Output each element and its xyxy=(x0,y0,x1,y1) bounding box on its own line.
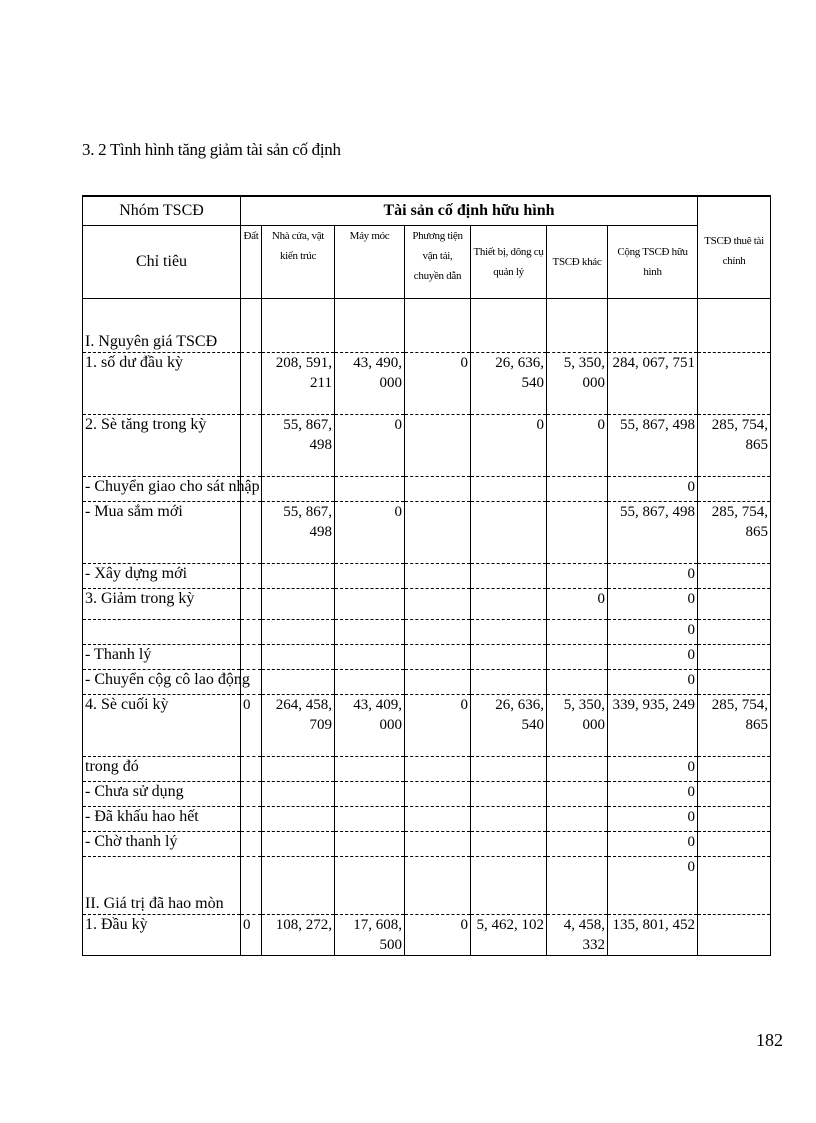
table-cell xyxy=(698,564,771,589)
table-cell xyxy=(405,807,471,832)
table-row xyxy=(83,757,771,782)
table-cell xyxy=(335,807,405,832)
table-cell xyxy=(241,415,262,477)
table-cell: 43, 409, 000 xyxy=(335,695,405,757)
table-cell xyxy=(262,832,335,857)
table-row xyxy=(83,477,771,502)
table-cell xyxy=(241,299,262,353)
table-cell xyxy=(471,477,547,502)
table-cell xyxy=(335,589,405,620)
row-label: - Chờ thanh lý xyxy=(83,832,241,857)
table-cell: 0 xyxy=(405,915,471,956)
table-row xyxy=(83,589,771,620)
table-cell: 0 xyxy=(405,353,471,415)
table-row xyxy=(83,353,771,415)
table-cell: 55, 867, 498 xyxy=(608,415,698,477)
table-cell: 0 xyxy=(405,695,471,757)
row-label: - Xây dựng mới xyxy=(83,564,241,589)
table-cell xyxy=(698,757,771,782)
table-row xyxy=(83,415,771,477)
table-row xyxy=(83,915,771,956)
row-label: 4. Sè cuối kỳ xyxy=(83,695,241,757)
table-cell: 17, 608, 500 xyxy=(335,915,405,956)
table-cell xyxy=(698,782,771,807)
table-cell xyxy=(698,299,771,353)
table-cell xyxy=(335,620,405,645)
row-label: trong đó xyxy=(83,757,241,782)
table-cell xyxy=(241,564,262,589)
table-cell xyxy=(405,564,471,589)
table-cell xyxy=(698,670,771,695)
table-cell xyxy=(547,857,608,915)
header-indicator: Chỉ tiêu xyxy=(83,226,241,299)
table-cell xyxy=(547,564,608,589)
table-cell: 5, 350, 000 xyxy=(547,695,608,757)
fixed-asset-table xyxy=(82,195,771,956)
table-cell: 26, 636, 540 xyxy=(471,353,547,415)
table-cell xyxy=(698,832,771,857)
table-cell xyxy=(262,620,335,645)
table-cell: 285, 754, 865 xyxy=(698,415,771,477)
table-cell xyxy=(241,857,262,915)
table-cell: 0 xyxy=(608,670,698,695)
table-cell: 55, 867, 498 xyxy=(608,502,698,564)
table-cell xyxy=(471,807,547,832)
table-cell: 284, 067, 751 xyxy=(608,353,698,415)
table-cell xyxy=(405,589,471,620)
row-label: - Chuyển cộg cô lao động xyxy=(83,670,241,695)
table-row xyxy=(83,782,771,807)
table-cell xyxy=(698,645,771,670)
table-cell xyxy=(471,589,547,620)
table-cell xyxy=(262,807,335,832)
table-cell xyxy=(547,757,608,782)
row-label: - Chưa sử dụng xyxy=(83,782,241,807)
table-cell: 0 xyxy=(241,695,262,757)
table-cell: 0 xyxy=(608,782,698,807)
table-cell xyxy=(547,299,608,353)
table-cell xyxy=(335,564,405,589)
table-cell xyxy=(547,782,608,807)
table-cell xyxy=(405,415,471,477)
table-cell xyxy=(405,299,471,353)
table-cell xyxy=(262,299,335,353)
table-cell xyxy=(241,807,262,832)
table-cell xyxy=(698,857,771,915)
header-col-other: TSCĐ khác xyxy=(547,226,608,299)
table-row xyxy=(83,670,771,695)
table-cell xyxy=(698,477,771,502)
table-cell xyxy=(471,620,547,645)
table-cell xyxy=(405,757,471,782)
table-cell: 264, 458, 709 xyxy=(262,695,335,757)
header-group: Nhóm TSCĐ xyxy=(83,196,241,226)
page-number: 182 xyxy=(756,1030,783,1050)
table-cell: 285, 754, 865 xyxy=(698,695,771,757)
table-cell xyxy=(698,807,771,832)
table-cell xyxy=(405,502,471,564)
table-cell xyxy=(335,857,405,915)
header-col-equipment: Thiết bị, dông cụ quản lý xyxy=(471,226,547,299)
table-cell xyxy=(241,757,262,782)
table-cell xyxy=(241,832,262,857)
table-cell xyxy=(471,564,547,589)
table-cell xyxy=(471,299,547,353)
table-cell xyxy=(262,757,335,782)
table-cell xyxy=(547,645,608,670)
table-cell xyxy=(335,299,405,353)
table-cell: 26, 636, 540 xyxy=(471,695,547,757)
table-cell xyxy=(241,620,262,645)
table-cell: 5, 350, 000 xyxy=(547,353,608,415)
header-leased: TSCĐ thuê tài chính xyxy=(698,196,771,299)
row-label: 1. số dư đầu kỳ xyxy=(83,353,241,415)
table-cell xyxy=(335,670,405,695)
row-label: - Đã khấu hao hết xyxy=(83,807,241,832)
table-cell: 0 xyxy=(608,857,698,915)
table-cell xyxy=(405,857,471,915)
table-cell: 55, 867, 498 xyxy=(262,415,335,477)
row-label: 2. Sè tăng trong kỳ xyxy=(83,415,241,477)
table-row xyxy=(83,695,771,757)
table-cell xyxy=(241,353,262,415)
header-col-buildings: Nhà cửa, vật kiến trúc xyxy=(262,226,335,299)
table-cell xyxy=(241,645,262,670)
table-cell: 55, 867, 498 xyxy=(262,502,335,564)
table-cell xyxy=(547,807,608,832)
row-label xyxy=(83,620,241,645)
table-cell xyxy=(241,589,262,620)
row-label: I. Nguyên giá TSCĐ xyxy=(83,299,241,353)
section-heading: 3. 2 Tình hình tăng giảm tài sản cố định xyxy=(82,140,341,159)
table-cell: 0 xyxy=(241,915,262,956)
table-cell xyxy=(471,757,547,782)
table-cell: 0 xyxy=(608,807,698,832)
table-cell: 0 xyxy=(471,415,547,477)
row-label: - Chuyển giao cho sát nhập xyxy=(83,477,241,502)
table-cell: 0 xyxy=(608,477,698,502)
table-cell xyxy=(698,620,771,645)
table-cell: 108, 272, xyxy=(262,915,335,956)
table-cell xyxy=(262,589,335,620)
table-cell: 0 xyxy=(608,757,698,782)
table-cell xyxy=(608,299,698,353)
table-cell xyxy=(698,353,771,415)
table-cell xyxy=(335,477,405,502)
table-cell xyxy=(262,670,335,695)
table-cell xyxy=(405,832,471,857)
table-cell xyxy=(262,564,335,589)
table-cell: 0 xyxy=(608,564,698,589)
table-cell xyxy=(471,502,547,564)
table-cell xyxy=(547,670,608,695)
table-cell xyxy=(405,620,471,645)
table-row xyxy=(83,857,771,915)
table-cell xyxy=(698,915,771,956)
table-cell: 5, 462, 102 xyxy=(471,915,547,956)
table-cell: 135, 801, 452 xyxy=(608,915,698,956)
table-cell xyxy=(335,757,405,782)
table-cell: 0 xyxy=(547,589,608,620)
table-cell xyxy=(405,782,471,807)
table-cell xyxy=(335,832,405,857)
table-cell xyxy=(547,620,608,645)
table-row xyxy=(83,564,771,589)
table-row xyxy=(83,299,771,353)
table-cell xyxy=(262,857,335,915)
header-col-machinery: Máy móc xyxy=(335,226,405,299)
table-cell: 0 xyxy=(335,415,405,477)
table-row xyxy=(83,645,771,670)
table-cell: 0 xyxy=(608,589,698,620)
table-cell: 285, 754, 865 xyxy=(698,502,771,564)
table-cell xyxy=(335,782,405,807)
table-cell xyxy=(547,502,608,564)
table-cell: 4, 458, 332 xyxy=(547,915,608,956)
table-cell xyxy=(698,589,771,620)
table-cell xyxy=(547,477,608,502)
table-cell: 0 xyxy=(608,645,698,670)
table-row xyxy=(83,807,771,832)
table-cell: 0 xyxy=(335,502,405,564)
row-label: - Thanh lý xyxy=(83,645,241,670)
table-cell xyxy=(471,670,547,695)
header-col-land: Đất xyxy=(241,226,262,299)
table-cell xyxy=(262,782,335,807)
table-cell xyxy=(335,645,405,670)
table-cell xyxy=(262,477,335,502)
table-cell xyxy=(471,832,547,857)
table-cell xyxy=(547,832,608,857)
table-cell xyxy=(405,670,471,695)
table-cell xyxy=(471,857,547,915)
row-label: - Mua sắm mới xyxy=(83,502,241,564)
header-col-total: Cộng TSCĐ hữu hình xyxy=(608,226,698,299)
table-cell: 0 xyxy=(547,415,608,477)
table-cell xyxy=(241,502,262,564)
table-row xyxy=(83,620,771,645)
table-cell: 43, 490, 000 xyxy=(335,353,405,415)
table-cell xyxy=(471,645,547,670)
header-tangible: Tài sản cố định hữu hình xyxy=(241,196,698,226)
table-row xyxy=(83,832,771,857)
table-cell: 0 xyxy=(608,832,698,857)
table-cell: 208, 591, 211 xyxy=(262,353,335,415)
row-label: 3. Giảm trong kỳ xyxy=(83,589,241,620)
table-cell xyxy=(405,477,471,502)
header-col-vehicles: Phương tiện vận tải, chuyền dẫn xyxy=(405,226,471,299)
row-label: II. Giá trị đã hao mòn xyxy=(83,857,241,915)
row-label: 1. Đầu kỳ xyxy=(83,915,241,956)
table-cell xyxy=(241,782,262,807)
table-cell: 339, 935, 249 xyxy=(608,695,698,757)
table-cell xyxy=(471,782,547,807)
table-cell xyxy=(262,645,335,670)
table-row xyxy=(83,502,771,564)
table-cell: 0 xyxy=(608,620,698,645)
table-cell xyxy=(405,645,471,670)
